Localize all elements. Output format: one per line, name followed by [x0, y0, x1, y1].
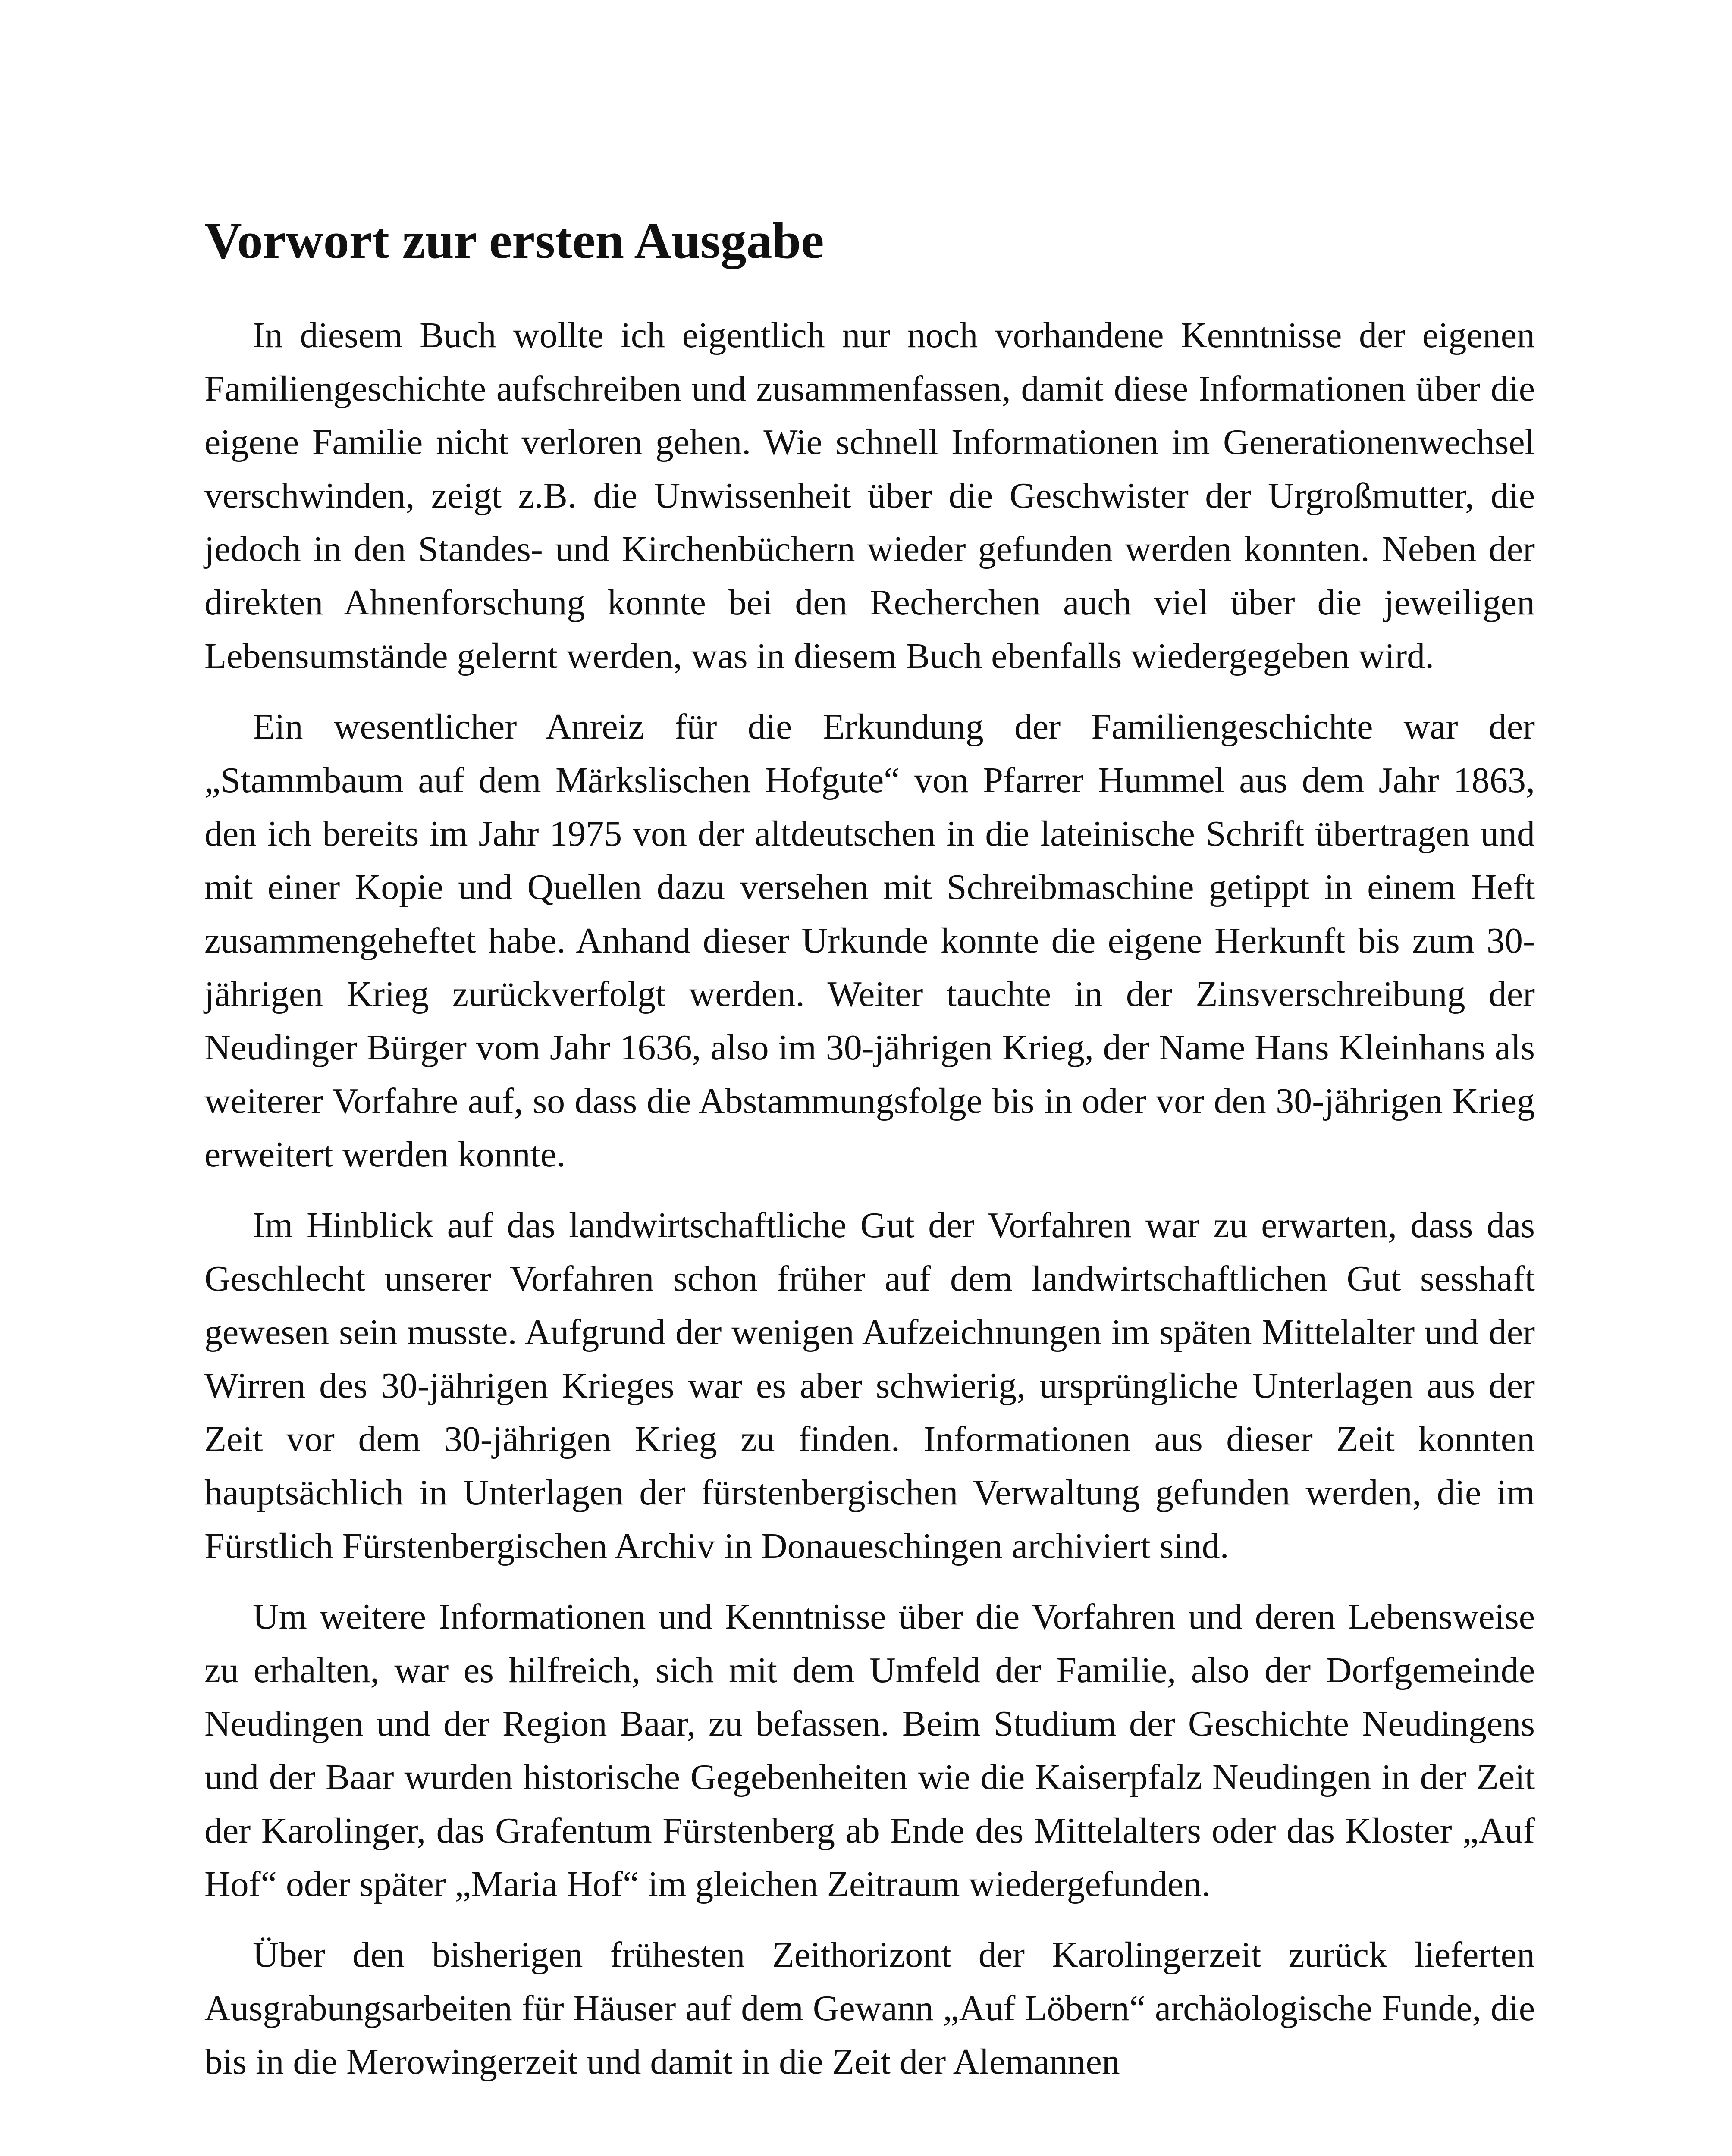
- paragraph-3: Im Hinblick auf das landwirtschaftliche Gut der Vorfahren war zu erwarten, dass das Geschlecht unserer Vorfahren schon früher auf dem landwirtschaftlichen Gut sesshaft gewesen sein musste. Aufgrund der wenigen Aufzeichnungen im späten Mittelalter und der Wirren des 30-jährigen Krieges war es aber schwierig, ursprüngliche Unterlagen aus der Zeit vor dem 30-jährigen Krieg zu finden. Informationen aus dieser Zeit konnten hauptsächlich in Unterlagen der fürstenbergischen Verwaltung gefunden werden, die im Fürstlich Fürstenbergischen Archiv in Donaueschingen archiviert sind.: [204, 1205, 1535, 1566]
- paragraph-5: Über den bisherigen frühesten Zeithorizont der Karolingerzeit zurück lieferten Ausgrabungsarbeiten für Häuser auf dem Gewann „Auf Löbern“ archäologische Funde, die bis in die Merowingerzeit und damit in die Zeit der Alemannen: [204, 1935, 1535, 2082]
- paragraph-1: In diesem Buch wollte ich eigentlich nur noch vorhandene Kenntnisse der eigenen Familiengeschichte aufschreiben und zusammenfassen, damit diese Informationen über die eigene Familie nicht verloren gehen. Wie schnell Informationen im Generationenwechsel verschwinden, zeigt z.B. die Unwissenheit über die Geschwister der Urgroßmutter, die jedoch in den Standes- und Kirchenbüchern wieder gefunden werden konnten. Neben der direkten Ahnenforschung konnte bei den Recherchen auch viel über die jeweiligen Lebensumstände gelernt werden, was in diesem Buch ebenfalls wiedergegeben wird.: [204, 315, 1535, 676]
- paragraph-2: Ein wesentlicher Anreiz für die Erkundung der Familiengeschichte war der „Stammbaum auf dem Märkslischen Hofgute“ von Pfarrer Hummel aus dem Jahr 1863, den ich bereits im Jahr 1975 von der altdeutschen in die lateinische Schrift übertragen und mit einer Kopie und Quellen dazu versehen mit Schreibmaschine getippt in einem Heft zusammengeheftet habe. Anhand dieser Urkunde konnte die eigene Herkunft bis zum 30-jährigen Krieg zurückverfolgt werden. Weiter tauchte in der Zinsverschreibung der Neudinger Bürger vom Jahr 1636, also im 30-jährigen Krieg, der Name Hans Kleinhans als weiterer Vorfahre auf, so dass die Abstammungsfolge bis in oder vor den 30-jährigen Krieg erweitert werden konnte.: [204, 707, 1535, 1175]
- page-title: Vorwort zur ersten Ausgabe: [204, 212, 824, 269]
- paragraph-4: Um weitere Informationen und Kenntnisse über die Vorfahren und deren Lebensweise zu erhalten, war es hilfreich, sich mit dem Umfeld der Familie, also der Dorfgemeinde Neudingen und der Region Baar, zu befassen. Beim Studium der Geschichte Neudingens und der Baar wurden historische Gegebenheiten wie die Kaiserpfalz Neudingen in der Zeit der Karolinger, das Grafentum Fürstenberg ab Ende des Mittelalters oder das Kloster „Auf Hof“ oder später „Maria Hof“ im gleichen Zeitraum wiedergefunden.: [204, 1597, 1535, 1904]
- document-page: [204, 206, 1535, 2106]
